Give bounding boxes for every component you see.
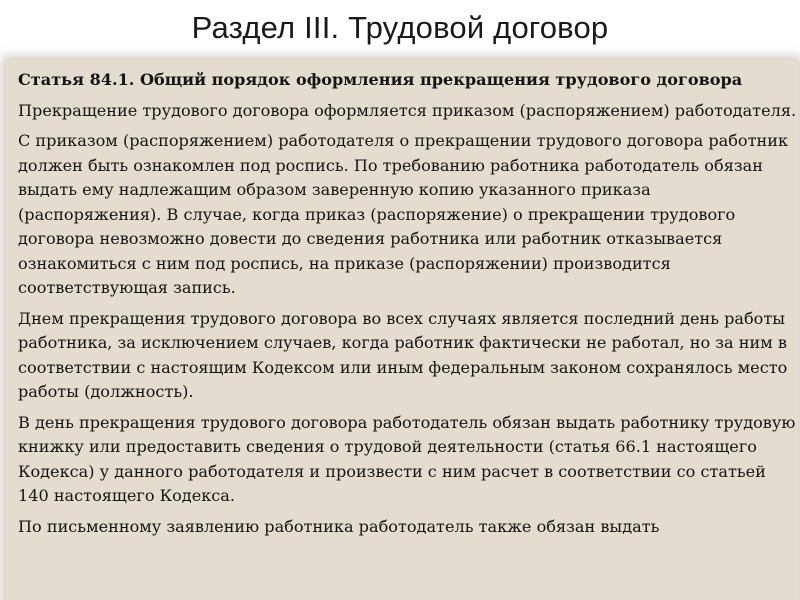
article-paragraph: Днем прекращения трудового договора во всех случаях является последний день работы работника, за исключением случаев, когда работник фактически не работал, но за ним в соответствии с настоящим Кодексом или иным федеральным законом сохранялось место работы (должность). (18, 308, 788, 401)
article-heading: Статья 84.1. Общий порядок оформления прекращения трудового договора (18, 70, 743, 89)
article-paragraph: С приказом (распоряжением) работодателя о прекращении трудового договора работник должен быть ознакомлен под роспись. По требованию работника работодатель обязан выдать ему надлежащим образом заверенную копию указанного приказа (распоряжения). В случае, когда приказ (распоряжение) о прекращении трудового договора невозможно довести до сведения работника или работник отказывается ознакомиться с ним под роспись, на приказе (распоряжении) производится соответствующая запись. (18, 131, 789, 297)
slide-title: Раздел III. Трудовой договор (191, 10, 609, 45)
article-text (18, 68, 798, 545)
article-paragraph: В день прекращения трудового договора работодатель обязан выдать работнику трудовую книжку или предоставить сведения о трудовой деятельности (статья 66.1 настоящего Кодекса) у данного работодателя и произвести с ним расчет в соответствии со статьей 140 настоящего Кодекса. (18, 412, 796, 505)
article-paragraph: Прекращение трудового договора оформляется приказом (распоряжением) работодателя. (18, 100, 797, 120)
article-paragraph: По письменному заявлению работника работодатель также обязан выдать (18, 516, 660, 536)
